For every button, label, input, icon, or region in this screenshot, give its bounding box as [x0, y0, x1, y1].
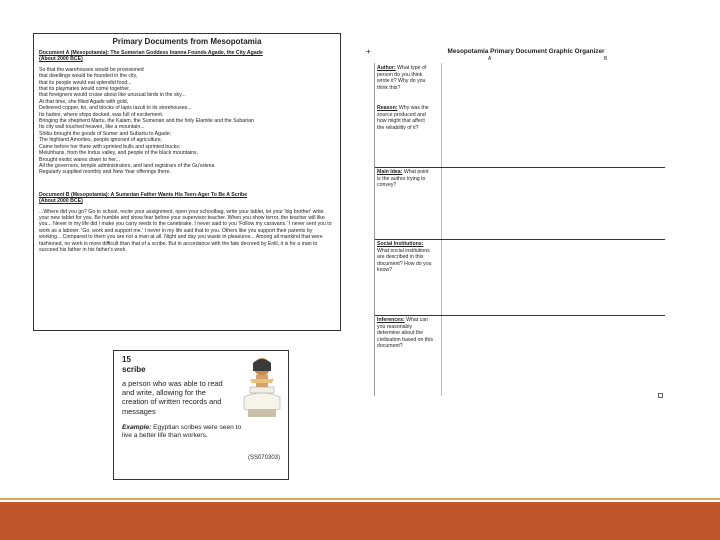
card-definition: a person who was able to read and write, allowing for the creation of written records and messages [122, 379, 223, 416]
card-example-label: Example: [122, 423, 152, 431]
row-heading: Author: [377, 65, 396, 71]
scribe-illustration-icon [240, 357, 284, 421]
row-prompt: What point is the author trying to convey? [377, 169, 429, 189]
document-b-date: (About 2000 BCE) [39, 198, 83, 205]
column-a-header: A [488, 56, 492, 62]
document-title: Primary Documents from Mesopotamia [112, 37, 262, 46]
document-a-date: (About 2000 BCE) [39, 56, 83, 63]
document-b-text: ...Where did you go? Go to school, recite your assignment, open your schoolbag, write your tablet, let your 'big brother' write your new tablet for you. Be humble and show fear before your supervisor teacher. When you show terror, the teacher will like you... Never in my life did I make you carry reeds to the canebrake. I never said to you 'Follow my caravans.' I never sent you to work as a laborer. 'Go, work and support me.' I never in my life said that to you. Others like you support their parents by working... Compared to them you are not a man at all. Night and day you waste in pleasures... Among all mankind that were fashioned, no work is more difficult than that of a scribe. But in accordance with the fate decreed by Enlil, it is for a man to succeed his father in his father's work. [39, 208, 332, 253]
organizer-grid [374, 63, 665, 396]
document-a-line: At that time, she filled Agade with gold, [39, 98, 129, 105]
row-prompt: What social institutions are described in this document? How do you know? [377, 247, 432, 274]
document-a-line: Delivered copper, tin, and blocks of lapis lazuli to its storehouses... [39, 105, 192, 112]
organizer-row-label [377, 65, 433, 91]
document-a-line: Regularly supplied monthly and New Year offerings there. [39, 169, 171, 176]
primary-documents-page [33, 33, 341, 331]
organizer-row-label [377, 169, 433, 189]
document-a-line: Brought exotic wares down to her... [39, 156, 121, 163]
document-a-line: Its harbor, where ships docked, was full of excitement. [39, 111, 164, 118]
card-code: (SS070303) [247, 455, 280, 461]
card-number: 15 [122, 355, 131, 364]
organizer-row-label [377, 317, 433, 350]
organizer-row [375, 167, 665, 240]
organizer-row [375, 315, 665, 395]
organizer-row-label [377, 241, 433, 274]
row-heading: Reason: [377, 105, 398, 111]
organizer-title: Mesopotamia Primary Document Graphic Organizer [447, 48, 605, 55]
document-b-heading: Document B (Mesopotamia): A Sumerian Father Wants His Teen-Ager To Be A Scribe [39, 191, 248, 198]
row-heading: Inferences: [377, 317, 405, 323]
document-a-line: Shibu brought the goods of Sumer and Subartu to Agade; [39, 130, 172, 137]
row-prompt: What can you reasonably determine about the civilization based on this document? [377, 317, 433, 350]
document-a-line: that its people would eat splendid food... [39, 79, 132, 86]
document-a-text [39, 67, 335, 176]
row-heading: Social Institutions: [377, 241, 424, 247]
resize-handle-icon[interactable] [658, 393, 663, 398]
document-a-line: Meluhhans, from the Indus valley, and people of the black mountains, [39, 150, 199, 157]
document-a-line: Its city wall touched heaven, like a mountain... [39, 124, 145, 131]
footer-accent-line [0, 498, 720, 500]
vocabulary-card [113, 350, 289, 480]
document-a-line: that foreigners would cruise about like unusual birds in the sky... [39, 92, 186, 99]
document-a-line: So that the warehouses would be provisioned [39, 66, 144, 73]
organizer-row [375, 239, 665, 316]
document-a-line: Bringing the shepherd Martu, the Kalam, the Sumerian and the holy Elamite and the Subarian [39, 118, 254, 125]
row-prompt: What type of person do you think wrote it? Why do you think this? [377, 65, 427, 91]
document-a-line: that its playmates would come together, [39, 86, 131, 93]
card-example-text: Egyptian scribes were seen to live a better life than workers. [122, 423, 242, 440]
card-example [122, 424, 252, 440]
document-a-heading: Document A (Mesopotamia): The Sumerian Goddess Inanna Founds Agade, the City Agade [39, 50, 263, 56]
organizer-row-label [377, 105, 433, 131]
add-icon[interactable]: + [366, 47, 371, 56]
document-a-line: The highland Amorites, people ignorant of agriculture, [39, 137, 163, 144]
row-heading: Main Idea: [377, 169, 403, 175]
column-b-header: B [604, 56, 608, 62]
document-a-line: All the governors, temple administrators, and land registrars of the Gu'edena [39, 162, 215, 169]
footer-bar [0, 502, 720, 540]
row-prompt: Why was the source produced and how might that affect the reliability of it? [377, 105, 429, 131]
card-word: scribe [122, 365, 146, 374]
document-a-line: that dwellings would be founded in the city, [39, 73, 138, 80]
document-a-line: Came before her there with sprinted bulls and sprinted bucks; [39, 143, 181, 150]
organizer-row [375, 103, 665, 167]
graphic-organizer [366, 45, 671, 400]
